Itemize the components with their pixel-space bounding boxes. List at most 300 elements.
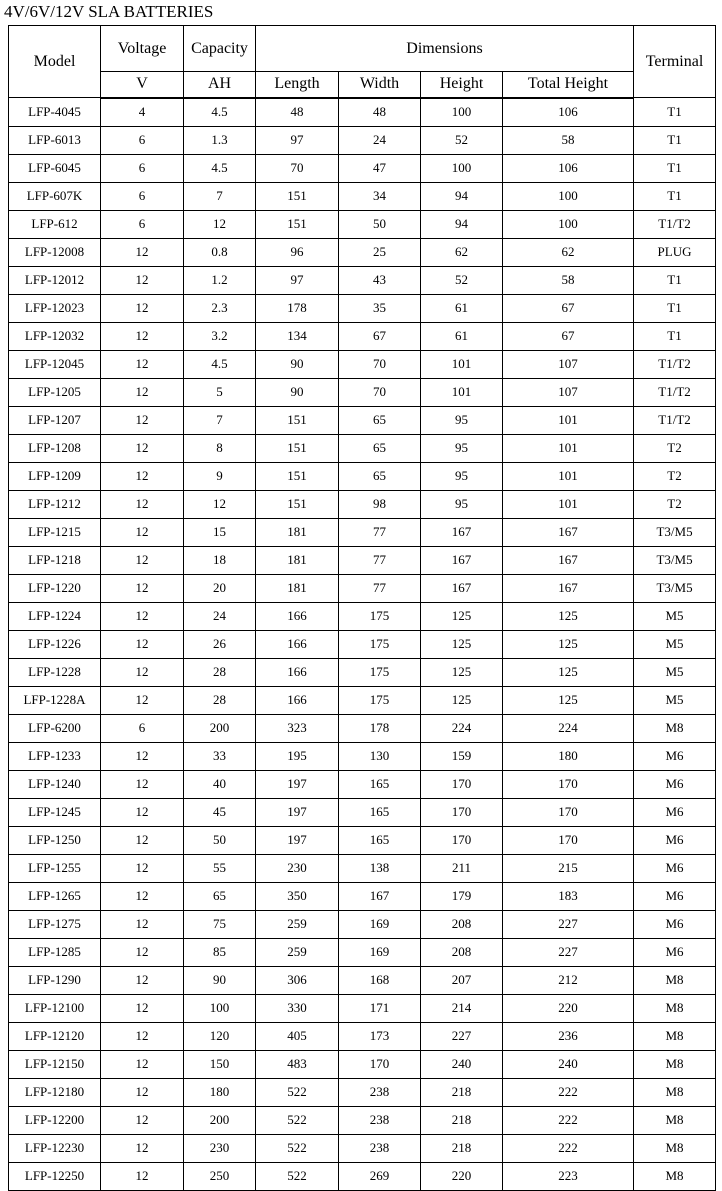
terminal-cell: M6	[634, 854, 716, 882]
header-height: Height	[421, 72, 503, 98]
table-row	[9, 1078, 716, 1106]
capacity-cell: 15	[184, 518, 256, 546]
table-row	[9, 182, 716, 210]
voltage-cell: 12	[101, 490, 184, 518]
terminal-cell: M8	[634, 994, 716, 1022]
table-row	[9, 434, 716, 462]
width-cell: 169	[339, 910, 421, 938]
total-height-cell: 125	[503, 658, 634, 686]
model-cell: LFP-12250	[9, 1162, 101, 1190]
terminal-cell: M8	[634, 1078, 716, 1106]
length-cell: 151	[256, 434, 339, 462]
total-height-cell: 167	[503, 546, 634, 574]
width-cell: 178	[339, 714, 421, 742]
length-cell: 522	[256, 1106, 339, 1134]
width-cell: 165	[339, 798, 421, 826]
length-cell: 151	[256, 406, 339, 434]
capacity-cell: 7	[184, 182, 256, 210]
terminal-cell: M6	[634, 742, 716, 770]
width-cell: 77	[339, 518, 421, 546]
height-cell: 208	[421, 910, 503, 938]
model-cell: LFP-1233	[9, 742, 101, 770]
capacity-cell: 250	[184, 1162, 256, 1190]
model-cell: LFP-12230	[9, 1134, 101, 1162]
total-height-cell: 125	[503, 686, 634, 714]
length-cell: 197	[256, 798, 339, 826]
width-cell: 77	[339, 574, 421, 602]
height-cell: 218	[421, 1134, 503, 1162]
voltage-cell: 12	[101, 938, 184, 966]
width-cell: 65	[339, 434, 421, 462]
table-row	[9, 1022, 716, 1050]
table-row	[9, 406, 716, 434]
length-cell: 97	[256, 126, 339, 154]
width-cell: 47	[339, 154, 421, 182]
table-row	[9, 630, 716, 658]
capacity-cell: 75	[184, 910, 256, 938]
length-cell: 90	[256, 350, 339, 378]
voltage-cell: 12	[101, 1078, 184, 1106]
capacity-cell: 9	[184, 462, 256, 490]
length-cell: 405	[256, 1022, 339, 1050]
voltage-cell: 12	[101, 434, 184, 462]
voltage-cell: 12	[101, 882, 184, 910]
model-cell: LFP-12120	[9, 1022, 101, 1050]
height-cell: 101	[421, 378, 503, 406]
table-row	[9, 322, 716, 350]
voltage-cell: 12	[101, 462, 184, 490]
total-height-cell: 167	[503, 518, 634, 546]
width-cell: 70	[339, 378, 421, 406]
height-cell: 94	[421, 210, 503, 238]
width-cell: 238	[339, 1134, 421, 1162]
height-cell: 100	[421, 98, 503, 127]
height-cell: 167	[421, 574, 503, 602]
model-cell: LFP-1205	[9, 378, 101, 406]
table-body	[9, 98, 716, 1191]
model-cell: LFP-1218	[9, 546, 101, 574]
model-cell: LFP-1207	[9, 406, 101, 434]
terminal-cell: T2	[634, 462, 716, 490]
width-cell: 269	[339, 1162, 421, 1190]
total-height-cell: 170	[503, 826, 634, 854]
total-height-cell: 125	[503, 602, 634, 630]
width-cell: 170	[339, 1050, 421, 1078]
terminal-cell: M8	[634, 1022, 716, 1050]
width-cell: 130	[339, 742, 421, 770]
total-height-cell: 227	[503, 910, 634, 938]
voltage-cell: 4	[101, 98, 184, 127]
table-row	[9, 210, 716, 238]
total-height-cell: 222	[503, 1134, 634, 1162]
model-cell: LFP-1212	[9, 490, 101, 518]
width-cell: 169	[339, 938, 421, 966]
model-cell: LFP-12023	[9, 294, 101, 322]
total-height-cell: 106	[503, 154, 634, 182]
width-cell: 65	[339, 406, 421, 434]
height-cell: 61	[421, 322, 503, 350]
capacity-cell: 4.5	[184, 154, 256, 182]
voltage-cell: 12	[101, 966, 184, 994]
model-cell: LFP-6013	[9, 126, 101, 154]
voltage-cell: 12	[101, 266, 184, 294]
terminal-cell: M6	[634, 798, 716, 826]
header-voltage: Voltage	[101, 26, 184, 72]
model-cell: LFP-12045	[9, 350, 101, 378]
length-cell: 522	[256, 1134, 339, 1162]
voltage-cell: 6	[101, 154, 184, 182]
table-row	[9, 854, 716, 882]
capacity-cell: 7	[184, 406, 256, 434]
width-cell: 138	[339, 854, 421, 882]
total-height-cell: 222	[503, 1078, 634, 1106]
capacity-cell: 28	[184, 658, 256, 686]
length-cell: 166	[256, 658, 339, 686]
table-row	[9, 1162, 716, 1190]
height-cell: 125	[421, 658, 503, 686]
terminal-cell: M6	[634, 770, 716, 798]
capacity-cell: 100	[184, 994, 256, 1022]
voltage-cell: 6	[101, 126, 184, 154]
table-row	[9, 266, 716, 294]
table-row	[9, 98, 716, 127]
height-cell: 95	[421, 462, 503, 490]
length-cell: 483	[256, 1050, 339, 1078]
voltage-cell: 12	[101, 574, 184, 602]
voltage-cell: 12	[101, 826, 184, 854]
model-cell: LFP-1226	[9, 630, 101, 658]
model-cell: LFP-1240	[9, 770, 101, 798]
model-cell: LFP-1265	[9, 882, 101, 910]
table-row	[9, 546, 716, 574]
total-height-cell: 101	[503, 434, 634, 462]
total-height-cell: 107	[503, 378, 634, 406]
total-height-cell: 101	[503, 490, 634, 518]
width-cell: 67	[339, 322, 421, 350]
model-cell: LFP-1208	[9, 434, 101, 462]
length-cell: 522	[256, 1162, 339, 1190]
terminal-cell: M6	[634, 938, 716, 966]
capacity-cell: 90	[184, 966, 256, 994]
capacity-cell: 18	[184, 546, 256, 574]
voltage-cell: 6	[101, 182, 184, 210]
height-cell: 227	[421, 1022, 503, 1050]
terminal-cell: T1	[634, 294, 716, 322]
voltage-cell: 12	[101, 1106, 184, 1134]
height-cell: 62	[421, 238, 503, 266]
terminal-cell: M8	[634, 1162, 716, 1190]
length-cell: 166	[256, 602, 339, 630]
total-height-cell: 67	[503, 294, 634, 322]
total-height-cell: 180	[503, 742, 634, 770]
table-row	[9, 126, 716, 154]
capacity-cell: 4.5	[184, 350, 256, 378]
width-cell: 24	[339, 126, 421, 154]
total-height-cell: 183	[503, 882, 634, 910]
model-cell: LFP-12180	[9, 1078, 101, 1106]
capacity-cell: 230	[184, 1134, 256, 1162]
model-cell: LFP-607K	[9, 182, 101, 210]
height-cell: 167	[421, 546, 503, 574]
table-row	[9, 882, 716, 910]
terminal-cell: T1/T2	[634, 350, 716, 378]
width-cell: 70	[339, 350, 421, 378]
model-cell: LFP-1275	[9, 910, 101, 938]
width-cell: 98	[339, 490, 421, 518]
capacity-cell: 200	[184, 714, 256, 742]
terminal-cell: M5	[634, 686, 716, 714]
height-cell: 52	[421, 266, 503, 294]
capacity-cell: 1.2	[184, 266, 256, 294]
length-cell: 181	[256, 546, 339, 574]
terminal-cell: M8	[634, 1106, 716, 1134]
table-row	[9, 1050, 716, 1078]
total-height-cell: 222	[503, 1106, 634, 1134]
voltage-cell: 12	[101, 798, 184, 826]
height-cell: 170	[421, 798, 503, 826]
total-height-cell: 224	[503, 714, 634, 742]
height-cell: 95	[421, 406, 503, 434]
height-cell: 125	[421, 686, 503, 714]
capacity-cell: 0.8	[184, 238, 256, 266]
voltage-cell: 12	[101, 994, 184, 1022]
length-cell: 197	[256, 826, 339, 854]
length-cell: 522	[256, 1078, 339, 1106]
height-cell: 214	[421, 994, 503, 1022]
length-cell: 166	[256, 630, 339, 658]
capacity-cell: 2.3	[184, 294, 256, 322]
height-cell: 170	[421, 826, 503, 854]
voltage-cell: 12	[101, 1050, 184, 1078]
header-total-height: Total Height	[503, 72, 634, 98]
height-cell: 218	[421, 1106, 503, 1134]
header-voltage-unit: V	[101, 72, 184, 98]
height-cell: 125	[421, 602, 503, 630]
total-height-cell: 240	[503, 1050, 634, 1078]
voltage-cell: 12	[101, 322, 184, 350]
capacity-cell: 8	[184, 434, 256, 462]
length-cell: 70	[256, 154, 339, 182]
height-cell: 240	[421, 1050, 503, 1078]
page-title: 4V/6V/12V SLA BATTERIES	[4, 2, 214, 21]
voltage-cell: 12	[101, 658, 184, 686]
width-cell: 171	[339, 994, 421, 1022]
capacity-cell: 120	[184, 1022, 256, 1050]
terminal-cell: T1	[634, 322, 716, 350]
total-height-cell: 58	[503, 266, 634, 294]
total-height-cell: 67	[503, 322, 634, 350]
width-cell: 35	[339, 294, 421, 322]
total-height-cell: 125	[503, 630, 634, 658]
total-height-cell: 236	[503, 1022, 634, 1050]
height-cell: 224	[421, 714, 503, 742]
model-cell: LFP-1255	[9, 854, 101, 882]
voltage-cell: 12	[101, 686, 184, 714]
height-cell: 61	[421, 294, 503, 322]
width-cell: 43	[339, 266, 421, 294]
table-row	[9, 238, 716, 266]
terminal-cell: M8	[634, 714, 716, 742]
model-cell: LFP-1220	[9, 574, 101, 602]
model-cell: LFP-12032	[9, 322, 101, 350]
length-cell: 181	[256, 518, 339, 546]
width-cell: 167	[339, 882, 421, 910]
voltage-cell: 12	[101, 406, 184, 434]
model-cell: LFP-12150	[9, 1050, 101, 1078]
model-cell: LFP-1228A	[9, 686, 101, 714]
header-capacity-unit: AH	[184, 72, 256, 98]
width-cell: 175	[339, 602, 421, 630]
width-cell: 168	[339, 966, 421, 994]
total-height-cell: 220	[503, 994, 634, 1022]
terminal-cell: T1/T2	[634, 406, 716, 434]
total-height-cell: 215	[503, 854, 634, 882]
voltage-cell: 12	[101, 378, 184, 406]
voltage-cell: 12	[101, 854, 184, 882]
total-height-cell: 167	[503, 574, 634, 602]
total-height-cell: 101	[503, 406, 634, 434]
total-height-cell: 62	[503, 238, 634, 266]
model-cell: LFP-1224	[9, 602, 101, 630]
capacity-cell: 55	[184, 854, 256, 882]
height-cell: 220	[421, 1162, 503, 1190]
height-cell: 95	[421, 434, 503, 462]
capacity-cell: 12	[184, 490, 256, 518]
capacity-cell: 20	[184, 574, 256, 602]
height-cell: 95	[421, 490, 503, 518]
length-cell: 151	[256, 182, 339, 210]
width-cell: 165	[339, 826, 421, 854]
table-row	[9, 1106, 716, 1134]
terminal-cell: M5	[634, 658, 716, 686]
total-height-cell: 100	[503, 210, 634, 238]
table-row	[9, 154, 716, 182]
length-cell: 323	[256, 714, 339, 742]
voltage-cell: 12	[101, 1022, 184, 1050]
terminal-cell: T1	[634, 266, 716, 294]
table-row	[9, 714, 716, 742]
capacity-cell: 12	[184, 210, 256, 238]
header-width: Width	[339, 72, 421, 98]
model-cell: LFP-1245	[9, 798, 101, 826]
length-cell: 197	[256, 770, 339, 798]
height-cell: 100	[421, 154, 503, 182]
voltage-cell: 12	[101, 602, 184, 630]
table-row	[9, 994, 716, 1022]
length-cell: 230	[256, 854, 339, 882]
table-row	[9, 574, 716, 602]
table-row	[9, 798, 716, 826]
height-cell: 94	[421, 182, 503, 210]
terminal-cell: T1/T2	[634, 378, 716, 406]
width-cell: 77	[339, 546, 421, 574]
terminal-cell: T1	[634, 98, 716, 127]
table-row	[9, 686, 716, 714]
header-capacity: Capacity	[184, 26, 256, 72]
model-cell: LFP-1228	[9, 658, 101, 686]
terminal-cell: M6	[634, 910, 716, 938]
terminal-cell: T3/M5	[634, 546, 716, 574]
width-cell: 65	[339, 462, 421, 490]
height-cell: 207	[421, 966, 503, 994]
length-cell: 151	[256, 462, 339, 490]
width-cell: 175	[339, 658, 421, 686]
capacity-cell: 4.5	[184, 98, 256, 127]
length-cell: 134	[256, 322, 339, 350]
table-row	[9, 658, 716, 686]
model-cell: LFP-12008	[9, 238, 101, 266]
length-cell: 96	[256, 238, 339, 266]
terminal-cell: M6	[634, 882, 716, 910]
voltage-cell: 6	[101, 714, 184, 742]
height-cell: 179	[421, 882, 503, 910]
voltage-cell: 12	[101, 770, 184, 798]
total-height-cell: 212	[503, 966, 634, 994]
terminal-cell: T2	[634, 434, 716, 462]
model-cell: LFP-1290	[9, 966, 101, 994]
model-cell: LFP-1209	[9, 462, 101, 490]
model-cell: LFP-1285	[9, 938, 101, 966]
table-row	[9, 742, 716, 770]
height-cell: 52	[421, 126, 503, 154]
table-row	[9, 602, 716, 630]
total-height-cell: 106	[503, 98, 634, 127]
length-cell: 178	[256, 294, 339, 322]
header-model: Model	[9, 26, 101, 98]
table-row	[9, 294, 716, 322]
battery-spec-table	[8, 25, 716, 1191]
width-cell: 50	[339, 210, 421, 238]
height-cell: 170	[421, 770, 503, 798]
capacity-cell: 24	[184, 602, 256, 630]
length-cell: 181	[256, 574, 339, 602]
table-row	[9, 518, 716, 546]
terminal-cell: T1/T2	[634, 210, 716, 238]
terminal-cell: M5	[634, 630, 716, 658]
length-cell: 151	[256, 490, 339, 518]
terminal-cell: T1	[634, 182, 716, 210]
capacity-cell: 200	[184, 1106, 256, 1134]
table-row	[9, 966, 716, 994]
width-cell: 25	[339, 238, 421, 266]
capacity-cell: 150	[184, 1050, 256, 1078]
voltage-cell: 12	[101, 294, 184, 322]
capacity-cell: 1.3	[184, 126, 256, 154]
terminal-cell: M5	[634, 602, 716, 630]
voltage-cell: 12	[101, 742, 184, 770]
voltage-cell: 12	[101, 350, 184, 378]
model-cell: LFP-612	[9, 210, 101, 238]
capacity-cell: 33	[184, 742, 256, 770]
voltage-cell: 12	[101, 1134, 184, 1162]
height-cell: 159	[421, 742, 503, 770]
header-length: Length	[256, 72, 339, 98]
model-cell: LFP-6045	[9, 154, 101, 182]
table-row	[9, 1134, 716, 1162]
model-cell: LFP-12200	[9, 1106, 101, 1134]
terminal-cell: M8	[634, 1050, 716, 1078]
capacity-cell: 5	[184, 378, 256, 406]
width-cell: 238	[339, 1078, 421, 1106]
capacity-cell: 180	[184, 1078, 256, 1106]
height-cell: 125	[421, 630, 503, 658]
height-cell: 211	[421, 854, 503, 882]
capacity-cell: 40	[184, 770, 256, 798]
capacity-cell: 45	[184, 798, 256, 826]
table-row	[9, 462, 716, 490]
length-cell: 306	[256, 966, 339, 994]
total-height-cell: 170	[503, 770, 634, 798]
